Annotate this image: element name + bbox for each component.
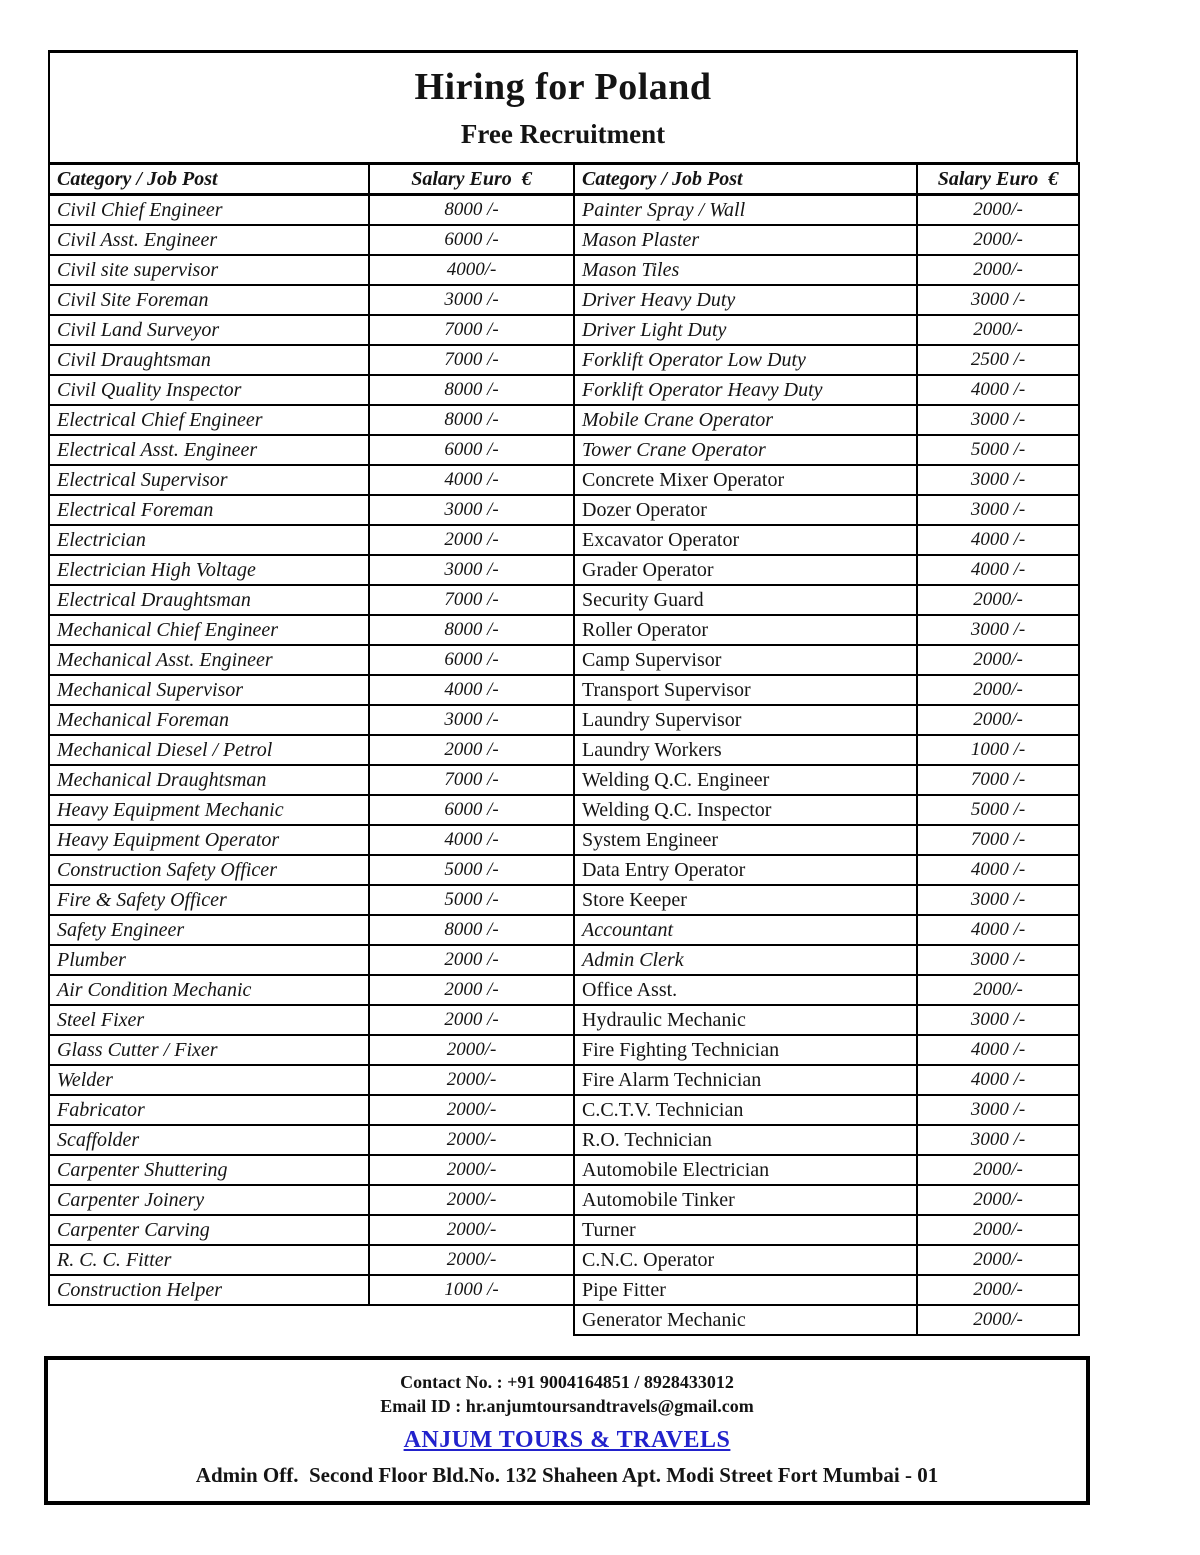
- job-cell: Carpenter Shuttering: [49, 1155, 369, 1185]
- job-cell: Welding Q.C. Engineer: [574, 765, 917, 795]
- salary-cell: 2000/-: [917, 1245, 1079, 1275]
- table-row: [49, 585, 1079, 615]
- table-row: [49, 705, 1079, 735]
- salary-cell: 1000 /-: [917, 735, 1079, 765]
- job-cell: Mechanical Chief Engineer: [49, 615, 369, 645]
- salary-cell: 4000 /-: [917, 1065, 1079, 1095]
- job-cell: C.C.T.V. Technician: [574, 1095, 917, 1125]
- salary-cell: 3000 /-: [917, 1125, 1079, 1155]
- job-cell: Mechanical Diesel / Petrol: [49, 735, 369, 765]
- table-row: [49, 375, 1079, 405]
- salary-cell: 2000/-: [369, 1095, 574, 1125]
- table-row: [49, 195, 1079, 226]
- category-header-left: Category / Job Post: [49, 164, 369, 195]
- salary-cell: 5000 /-: [369, 885, 574, 915]
- job-cell: Laundry Workers: [574, 735, 917, 765]
- job-cell: Heavy Equipment Mechanic: [49, 795, 369, 825]
- job-cell: Plumber: [49, 945, 369, 975]
- salary-cell: 5000 /-: [917, 795, 1079, 825]
- job-cell: Accountant: [574, 915, 917, 945]
- salary-cell: 2000/-: [369, 1185, 574, 1215]
- salary-cell: 7000 /-: [917, 765, 1079, 795]
- salary-cell: 4000 /-: [369, 675, 574, 705]
- job-cell: Civil Draughtsman: [49, 345, 369, 375]
- salary-cell: 2000/-: [917, 195, 1079, 226]
- salary-cell: 7000 /-: [369, 585, 574, 615]
- salary-cell: 2000 /-: [369, 1005, 574, 1035]
- job-cell: Civil Chief Engineer: [49, 195, 369, 226]
- job-cell: Fire & Safety Officer: [49, 885, 369, 915]
- job-cell: Fire Fighting Technician: [574, 1035, 917, 1065]
- job-cell: Camp Supervisor: [574, 645, 917, 675]
- table-row: [49, 465, 1079, 495]
- salary-cell: 4000 /-: [917, 375, 1079, 405]
- salary-cell: 2000/-: [917, 1275, 1079, 1305]
- job-cell: Air Condition Mechanic: [49, 975, 369, 1005]
- table-row: [49, 1305, 1079, 1335]
- job-cell: System Engineer: [574, 825, 917, 855]
- job-cell: Driver Heavy Duty: [574, 285, 917, 315]
- table-row: [49, 855, 1079, 885]
- table-row: [49, 495, 1079, 525]
- salary-cell: 4000 /-: [917, 525, 1079, 555]
- job-cell: Office Asst.: [574, 975, 917, 1005]
- job-cell: Fabricator: [49, 1095, 369, 1125]
- contact-number: Contact No. : +91 9004164851 / 8928433012: [400, 1372, 734, 1392]
- salary-cell: 7000 /-: [369, 765, 574, 795]
- job-cell: R. C. C. Fitter: [49, 1245, 369, 1275]
- job-cell: Civil Land Surveyor: [49, 315, 369, 345]
- job-cell: Excavator Operator: [574, 525, 917, 555]
- job-cell: Grader Operator: [574, 555, 917, 585]
- table-row: [49, 315, 1079, 345]
- job-cell: Carpenter Carving: [49, 1215, 369, 1245]
- salary-cell: 4000 /-: [369, 825, 574, 855]
- salary-cell: 5000 /-: [917, 435, 1079, 465]
- salary-cell: 6000 /-: [369, 795, 574, 825]
- salary-cell: 2000 /-: [369, 975, 574, 1005]
- salary-cell: 2000/-: [917, 225, 1079, 255]
- job-cell: Mechanical Asst. Engineer: [49, 645, 369, 675]
- job-cell: Generator Mechanic: [574, 1305, 917, 1335]
- table-row: [49, 1185, 1079, 1215]
- salary-cell: 3000 /-: [917, 615, 1079, 645]
- job-cell: Mechanical Draughtsman: [49, 765, 369, 795]
- salary-header-left: Salary Euro €: [369, 164, 574, 195]
- salary-cell: 8000 /-: [369, 405, 574, 435]
- salary-cell: 2000/-: [917, 1305, 1079, 1335]
- salary-cell: 3000 /-: [917, 885, 1079, 915]
- salary-cell: 8000 /-: [369, 615, 574, 645]
- job-cell: Welding Q.C. Inspector: [574, 795, 917, 825]
- salary-cell: 2000/-: [369, 1125, 574, 1155]
- table-row: [49, 345, 1079, 375]
- job-cell: Data Entry Operator: [574, 855, 917, 885]
- page-subtitle: Free Recruitment: [460, 119, 666, 149]
- email-address: Email ID : hr.anjumtoursandtravels@gmail.com: [380, 1396, 754, 1416]
- salary-cell: 5000 /-: [369, 855, 574, 885]
- job-cell: Store Keeper: [574, 885, 917, 915]
- salary-cell: 2000/-: [917, 315, 1079, 345]
- salary-cell: 7000 /-: [369, 315, 574, 345]
- job-cell: Scaffolder: [49, 1125, 369, 1155]
- job-cell: Civil Asst. Engineer: [49, 225, 369, 255]
- page-title: Hiring for Poland: [414, 66, 712, 108]
- table-row: [49, 1125, 1079, 1155]
- salary-cell: 3000 /-: [917, 285, 1079, 315]
- job-cell: Carpenter Joinery: [49, 1185, 369, 1215]
- job-cell: Electrician High Voltage: [49, 555, 369, 585]
- job-cell: Painter Spray / Wall: [574, 195, 917, 226]
- salary-cell: 3000 /-: [917, 465, 1079, 495]
- salary-cell: 2000/-: [917, 585, 1079, 615]
- salary-cell: 3000 /-: [917, 1095, 1079, 1125]
- job-cell: Safety Engineer: [49, 915, 369, 945]
- job-cell: Fire Alarm Technician: [574, 1065, 917, 1095]
- job-cell: Construction Helper: [49, 1275, 369, 1305]
- salary-cell: 8000 /-: [369, 915, 574, 945]
- salary-cell: 1000 /-: [369, 1275, 574, 1305]
- job-cell: Automobile Electrician: [574, 1155, 917, 1185]
- salary-cell: 8000 /-: [369, 195, 574, 226]
- salary-cell: 6000 /-: [369, 645, 574, 675]
- salary-cell: 2000/-: [369, 1035, 574, 1065]
- table-row: [49, 885, 1079, 915]
- job-cell: Electrical Draughtsman: [49, 585, 369, 615]
- salary-cell: 2000/-: [369, 1245, 574, 1275]
- salary-cell: 2000/-: [917, 1185, 1079, 1215]
- job-cell: Construction Safety Officer: [49, 855, 369, 885]
- job-cell: Mechanical Supervisor: [49, 675, 369, 705]
- job-cell: R.O. Technician: [574, 1125, 917, 1155]
- table-row: [49, 285, 1079, 315]
- salary-cell: 2000/-: [369, 1065, 574, 1095]
- category-header-right: Category / Job Post: [574, 164, 917, 195]
- job-cell: Driver Light Duty: [574, 315, 917, 345]
- jobs-tbody: [49, 195, 1079, 1336]
- job-cell: Steel Fixer: [49, 1005, 369, 1035]
- footer-section: [44, 1356, 1090, 1505]
- salary-cell: 2000/-: [369, 1155, 574, 1185]
- salary-cell: 6000 /-: [369, 435, 574, 465]
- salary-cell: 2000/-: [917, 255, 1079, 285]
- salary-cell: 2000/-: [917, 1155, 1079, 1185]
- job-cell: Heavy Equipment Operator: [49, 825, 369, 855]
- salary-cell: 3000 /-: [369, 495, 574, 525]
- job-cell: Roller Operator: [574, 615, 917, 645]
- table-row: [49, 645, 1079, 675]
- job-cell: Forklift Operator Heavy Duty: [574, 375, 917, 405]
- salary-cell: 2000/-: [917, 645, 1079, 675]
- empty-cell: [369, 1305, 574, 1335]
- salary-cell: 3000 /-: [369, 285, 574, 315]
- salary-cell: 6000 /-: [369, 225, 574, 255]
- table-row: [49, 525, 1079, 555]
- job-cell: Electrical Chief Engineer: [49, 405, 369, 435]
- salary-cell: 2500 /-: [917, 345, 1079, 375]
- job-cell: Automobile Tinker: [574, 1185, 917, 1215]
- salary-cell: 4000 /-: [917, 915, 1079, 945]
- table-row: [49, 405, 1079, 435]
- table-row: [49, 1095, 1079, 1125]
- job-cell: Dozer Operator: [574, 495, 917, 525]
- job-cell: Mason Plaster: [574, 225, 917, 255]
- salary-cell: 7000 /-: [369, 345, 574, 375]
- job-cell: Glass Cutter / Fixer: [49, 1035, 369, 1065]
- job-cell: Transport Supervisor: [574, 675, 917, 705]
- table-row: [49, 1275, 1079, 1305]
- salary-cell: 2000/-: [917, 1215, 1079, 1245]
- salary-cell: 4000 /-: [917, 855, 1079, 885]
- salary-cell: 4000/-: [369, 255, 574, 285]
- table-row: [49, 1215, 1079, 1245]
- table-row: [49, 555, 1079, 585]
- title-section: [48, 50, 1078, 162]
- job-cell: Civil Quality Inspector: [49, 375, 369, 405]
- table-row: [49, 615, 1079, 645]
- job-cell: Welder: [49, 1065, 369, 1095]
- salary-cell: 2000/-: [917, 975, 1079, 1005]
- salary-cell: 2000/-: [369, 1215, 574, 1245]
- salary-cell: 4000 /-: [917, 1035, 1079, 1065]
- salary-cell: 3000 /-: [917, 495, 1079, 525]
- empty-cell: [49, 1305, 369, 1335]
- salary-cell: 8000 /-: [369, 375, 574, 405]
- job-cell: Electrical Supervisor: [49, 465, 369, 495]
- salary-cell: 7000 /-: [917, 825, 1079, 855]
- job-cell: Civil site supervisor: [49, 255, 369, 285]
- job-cell: Security Guard: [574, 585, 917, 615]
- job-cell: Mechanical Foreman: [49, 705, 369, 735]
- salary-header-right: Salary Euro €: [917, 164, 1079, 195]
- job-cell: Mobile Crane Operator: [574, 405, 917, 435]
- job-cell: Electrical Asst. Engineer: [49, 435, 369, 465]
- table-row: [49, 675, 1079, 705]
- salary-cell: 4000 /-: [369, 465, 574, 495]
- salary-cell: 3000 /-: [917, 405, 1079, 435]
- table-header-row: [49, 164, 1079, 195]
- job-cell: Electrical Foreman: [49, 495, 369, 525]
- salary-cell: 2000 /-: [369, 525, 574, 555]
- salary-cell: 2000/-: [917, 675, 1079, 705]
- job-cell: Concrete Mixer Operator: [574, 465, 917, 495]
- table-row: [49, 795, 1079, 825]
- table-row: [49, 825, 1079, 855]
- job-cell: Turner: [574, 1215, 917, 1245]
- job-cell: Electrician: [49, 525, 369, 555]
- table-row: [49, 225, 1079, 255]
- salary-cell: 3000 /-: [917, 1005, 1079, 1035]
- office-address: Admin Off. Second Floor Bld.No. 132 Shaheen Apt. Modi Street Fort Mumbai - 01: [195, 1463, 939, 1487]
- job-cell: Civil Site Foreman: [49, 285, 369, 315]
- jobs-table: [48, 162, 1080, 1336]
- table-row: [49, 1005, 1079, 1035]
- table-row: [49, 975, 1079, 1005]
- job-cell: C.N.C. Operator: [574, 1245, 917, 1275]
- job-cell: Mason Tiles: [574, 255, 917, 285]
- salary-cell: 2000 /-: [369, 735, 574, 765]
- table-row: [49, 1155, 1079, 1185]
- salary-cell: 3000 /-: [369, 555, 574, 585]
- table-row: [49, 1035, 1079, 1065]
- job-cell: Forklift Operator Low Duty: [574, 345, 917, 375]
- salary-cell: 3000 /-: [917, 945, 1079, 975]
- table-row: [49, 255, 1079, 285]
- job-cell: Tower Crane Operator: [574, 435, 917, 465]
- table-row: [49, 1065, 1079, 1095]
- table-row: [49, 1245, 1079, 1275]
- table-row: [49, 945, 1079, 975]
- job-cell: Admin Clerk: [574, 945, 917, 975]
- table-row: [49, 735, 1079, 765]
- company-link[interactable]: ANJUM TOURS & TRAVELS: [403, 1427, 731, 1453]
- salary-cell: 3000 /-: [369, 705, 574, 735]
- table-row: [49, 765, 1079, 795]
- salary-cell: 4000 /-: [917, 555, 1079, 585]
- table-row: [49, 915, 1079, 945]
- recruitment-flyer: [48, 50, 1078, 1336]
- job-cell: Pipe Fitter: [574, 1275, 917, 1305]
- salary-cell: 2000/-: [917, 705, 1079, 735]
- job-cell: Hydraulic Mechanic: [574, 1005, 917, 1035]
- salary-cell: 2000 /-: [369, 945, 574, 975]
- table-row: [49, 435, 1079, 465]
- job-cell: Laundry Supervisor: [574, 705, 917, 735]
